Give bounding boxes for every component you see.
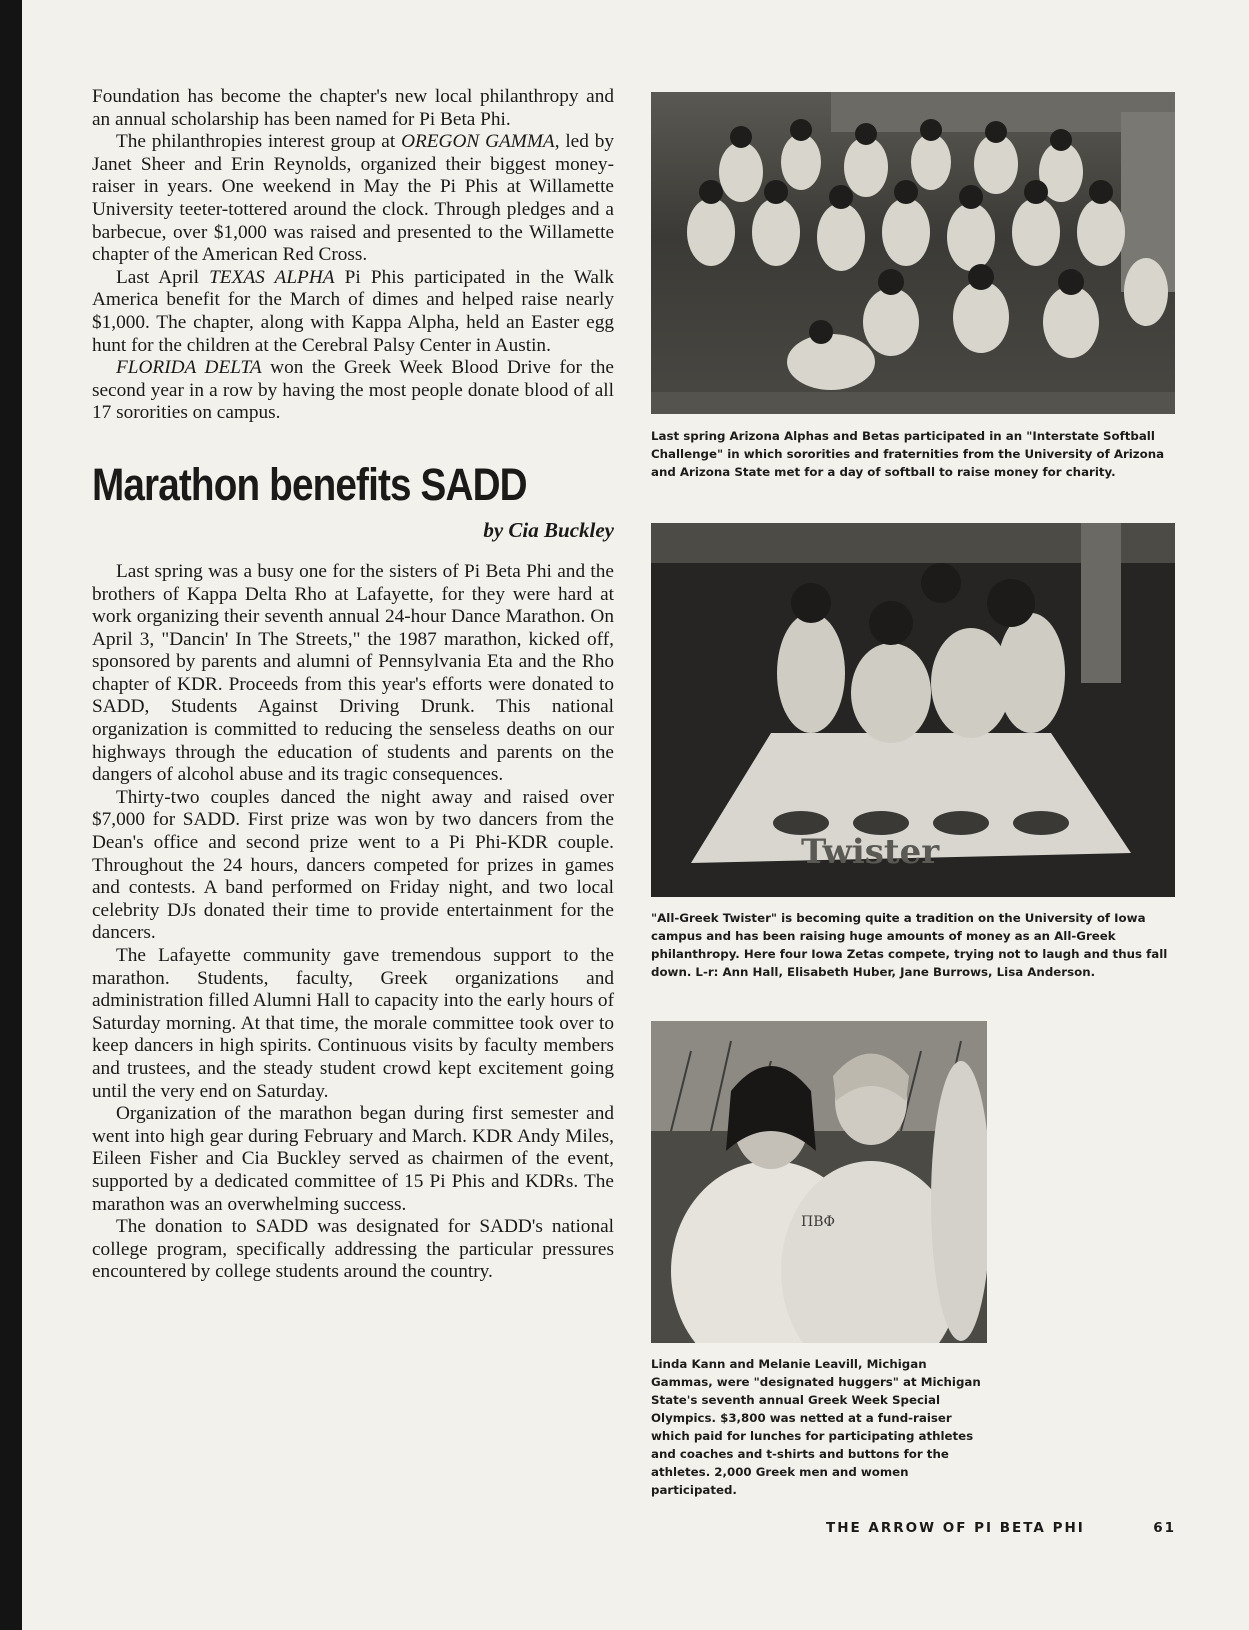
article-paragraph: Thirty-two couples danced the night away and raised over $7,000 for SADD. First prize was won by two dancers from the Dean's office and second prize went to a Pi Phi-KDR couple. Throughout the 24 hours, dancers competed for prizes in games and contests. A band performed on Friday night, and two local celebrity DJs donated their time to provide entertainment for the dancers. <box>92 786 614 944</box>
paragraph-oregon-gamma <box>92 131 614 267</box>
huggers-photo-caption: Linda Kann and Melanie Leavill, Michigan Gammas, were "designated huggers" at Michigan State's seventh annual Greek Week Special Olympics. $3,800 was netted at a fund-raiser which paid for lunches for participating athletes and coaches and t-shirts and buttons for the athletes. 2,000 Greek men and women participated. <box>651 1357 981 1497</box>
twister-photo <box>651 523 1175 897</box>
left-text-column <box>92 86 614 1284</box>
huggers-photo-illustration <box>651 1021 987 1343</box>
sweatshirt-letters: ΠΒΦ <box>801 1214 835 1230</box>
article-paragraph: Organization of the marathon began during first semester and went into high gear during February and March. KDR Andy Miles, Eileen Fisher and Cia Buckley served as chairmen of the event, supported by a dedicated committee of 15 Pi Phis and KDRs. The marathon was an overwhelming success. <box>92 1103 614 1215</box>
page-binding-edge <box>0 0 22 1630</box>
paragraph-florida-delta <box>92 357 614 425</box>
softball-photo-illustration <box>651 92 1175 414</box>
twister-mat-lettering: Twister <box>801 832 940 872</box>
softball-group-photo <box>651 92 1175 414</box>
publication-name: THE ARROW OF PI BETA PHI <box>826 1520 1085 1536</box>
twister-photo-caption: "All-Greek Twister" is becoming quite a tradition on the University of Iowa campus and has been raising huge amounts of money as an All-Greek philanthropy. Here four Iowa Zetas compete, trying not to laugh and thus fall down. L-r: Ann Hall, Elisabeth Huber, Jane Burrows, Lisa Anderson. <box>651 911 1168 979</box>
page-number: 61 <box>1153 1520 1176 1536</box>
paragraph-text: Pi Phis participated in the Walk America benefit for the March of dimes and helped raise nearly $1,000. The chapter, along with Kappa Alpha, held an Easter egg hunt for the children at the Cerebral Palsy Center in Austin. <box>92 266 614 356</box>
paragraph-text: Foundation has become the chapter's new local philanthropy and an annual scholarship has been named for Pi Beta Phi. <box>92 86 614 130</box>
paragraph-text: Last April <box>116 266 210 288</box>
chapter-name: TEXAS ALPHA <box>209 266 335 288</box>
twister-photo-illustration <box>651 523 1175 897</box>
paragraph-text: The philanthropies interest group at <box>116 131 402 153</box>
article-byline: by Cia Buckley <box>483 517 614 542</box>
paragraph-text: won the Greek Week Blood Drive for the second year in a row by having the most people donate blood of all 17 sororities on campus. <box>92 357 614 424</box>
huggers-photo <box>651 1021 987 1343</box>
chapter-name: FLORIDA DELTA <box>116 357 262 379</box>
article-headline: Marathon benefits SADD <box>92 458 527 510</box>
paragraph-philanthropy-scholarship <box>92 86 614 131</box>
article-paragraph: The Lafayette community gave tremendous support to the marathon. Students, faculty, Greek organizations and administration filled Alumni Hall to capacity into the early hours of Saturday morning. At that time, the morale committee took over to keep dancers in high spirits. Continuous visits by faculty members and trustees, and the steady student crowd kept excitement going until the very end on Saturday. <box>92 945 614 1102</box>
chapter-name: OREGON GAMMA <box>401 131 555 153</box>
article-paragraph: Last spring was a busy one for the sisters of Pi Beta Phi and the brothers of Kappa Delta Rho at Lafayette, for they were hard at work organizing their seventh annual 24-hour Dance Marathon. On April 3, "Dancin' In The Streets," the 1987 marathon, kicked off, sponsored by parents and alumni of Pennsylvania Eta and the Rho chapter of KDR. Proceeds from this year's efforts were donated to SADD, Students Against Driving Drunk. This national organization is committed to reducing the senseless deaths on our highways through the education of students and parents on the dangers of alcohol abuse and its tragic consequences. <box>92 560 614 786</box>
page-footer <box>826 1520 1176 1536</box>
article-paragraph: The donation to SADD was designated for SADD's national college program, specifically addressing the particular pressures encountered by college students around the country. <box>92 1216 614 1283</box>
softball-photo-caption: Last spring Arizona Alphas and Betas participated in an "Interstate Softball Challenge" in which sororities and fraternities from the University of Arizona and Arizona State met for a day of softball to raise money for charity. <box>651 429 1165 479</box>
paragraph-texas-alpha <box>92 267 614 357</box>
paragraph-text: , led by Janet Sheer and Erin Reynolds, organized their biggest money-raiser in years. One weekend in May the Pi Phis at Willamette University teeter-tottered around the clock. Through pledges and a barbecue, over $1,000 was raised and presented to the Willamette chapter of the American Red Cross. <box>92 131 614 266</box>
